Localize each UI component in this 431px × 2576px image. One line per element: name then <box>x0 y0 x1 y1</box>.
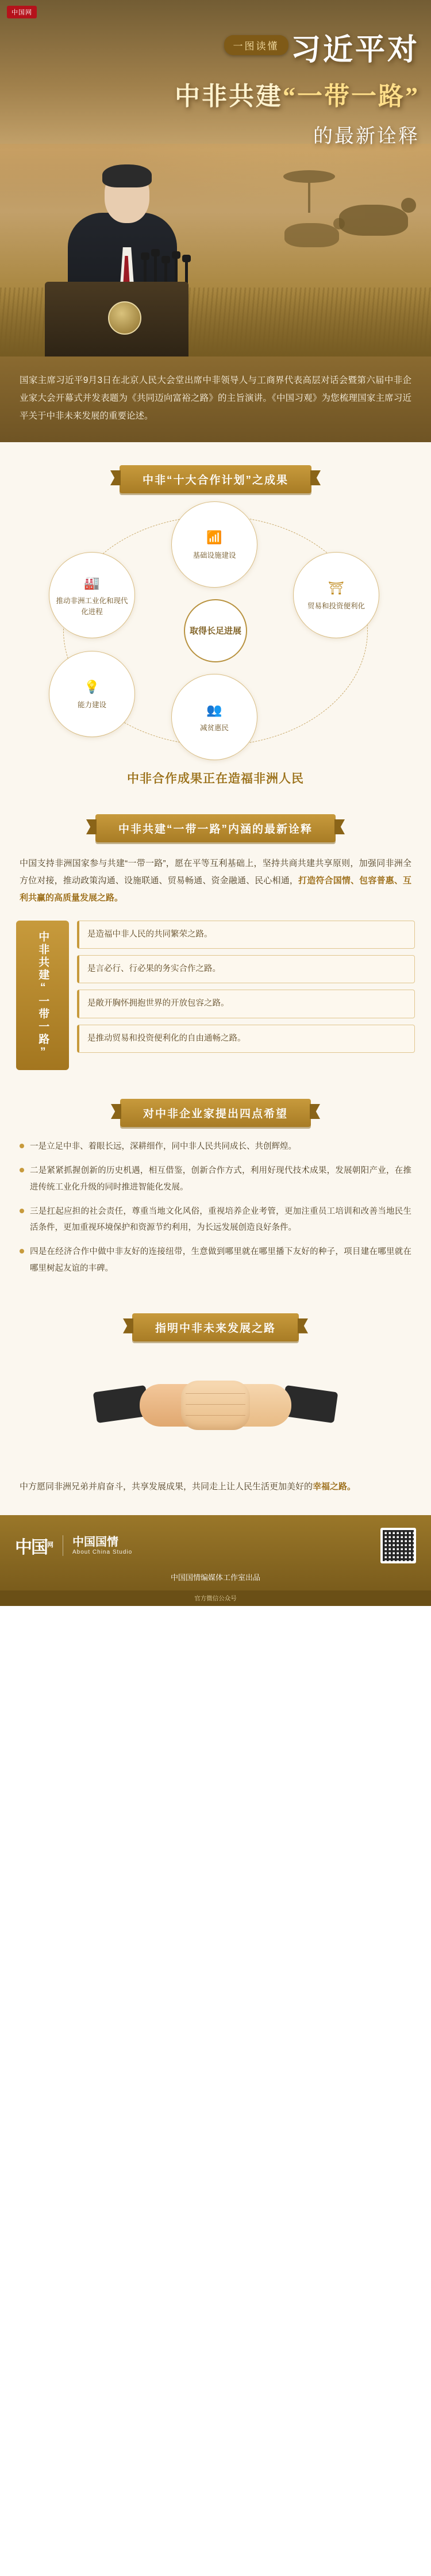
paragraph-plain: 中国支持非洲国家参与共建“一带一路”，愿在平等互利基础上，坚持共商共建共享原则，加强同非洲全方位对接，推动政策沟通、设施联通、贸易畅通、资金融通、民心相通， <box>20 858 411 885</box>
petal-label: 推动非洲工业化和现代化进程 <box>56 596 128 616</box>
petal-label: 能力建设 <box>77 701 106 710</box>
list-item-text: 三是扛起应担的社会责任，尊重当地文化风俗，重视培养企业考管，更加注重员工培训和改善当地民生活条件，更加重视环境保护和资源节约利用，为长远发展创造良好条件。 <box>30 1206 411 1233</box>
section1-caption: 中非合作成果正在造福非洲人民 <box>127 772 304 785</box>
section3-ribbon: 对中非企业家提出四点希望 <box>120 1099 311 1127</box>
handshake-icon <box>95 1356 336 1471</box>
section2-ribbon: 中非共建“一带一路”内涵的最新诠释 <box>95 814 336 842</box>
petal-label: 贸易和投资便利化 <box>307 602 365 611</box>
footer-brand-cn: 中国国情 <box>72 1536 118 1549</box>
list-item <box>20 1163 411 1195</box>
footer-brand <box>72 1535 132 1555</box>
paragraph-bold: 打造符合国情、包容普惠、互利共赢的高质量发展之路。 <box>20 876 411 903</box>
road-item: 是言必行、行必果的务实合作之路。 <box>77 955 415 983</box>
zebra-icon <box>339 205 408 236</box>
petal-poverty-reduction <box>171 674 257 760</box>
list-item <box>20 1244 411 1276</box>
hero-line2-quote: “一带一路” <box>283 82 420 110</box>
bullet-icon <box>20 1209 24 1213</box>
ribbon-wrap-3 <box>0 1079 431 1130</box>
hero-title-line3: 的最新诠释 <box>313 126 420 147</box>
petal-label: 减贫惠民 <box>199 724 229 733</box>
hero-title-block <box>149 25 420 148</box>
footer-bar: 官方微信公众号 <box>0 1590 431 1606</box>
section-future <box>0 1290 431 1515</box>
hero-line2-text: 中非共建 <box>175 82 283 110</box>
bullet-icon <box>20 1249 24 1254</box>
bulb-icon: 💡 <box>84 680 100 695</box>
section2-paragraph <box>0 846 431 910</box>
flower-diagram <box>32 507 399 754</box>
logo-text: 中国 <box>15 1538 47 1557</box>
people-icon: 👥 <box>206 703 222 718</box>
acacia-tree-icon <box>308 178 310 213</box>
road-item: 是造福中非人民的共同繁荣之路。 <box>77 921 415 949</box>
roads-vertical-label: 中非共建“一带一路” <box>16 921 69 1070</box>
china-net-logo <box>15 1533 53 1558</box>
list-item-text: 四是在经济合作中做中非友好的连接纽带，生意做到哪里就在哪里播下友好的种子，项目建在哪里就在哪里树起友谊的丰碑。 <box>30 1247 411 1273</box>
list-item <box>20 1203 411 1236</box>
ribbon-wrap-4 <box>0 1294 431 1345</box>
footer-note: 中国国情编媒体工作室出品 <box>170 1573 260 1582</box>
handshake-finger-lines <box>186 1385 245 1425</box>
footer <box>0 1515 431 1590</box>
list-item-text: 一是立足中非、着眼长远，深耕细作，同中非人民共同成长、共创辉煌。 <box>30 1142 297 1151</box>
roads-list <box>77 921 415 1070</box>
emblem-icon <box>108 301 141 335</box>
logo-sup: 网 <box>47 1541 53 1548</box>
ribbon-wrap-2 <box>0 795 431 846</box>
podium <box>45 282 188 356</box>
hero-banner <box>0 0 431 356</box>
zebra-icon <box>284 223 339 247</box>
ribbon-wrap-1 <box>0 446 431 497</box>
closing-plain: 中方愿同非洲兄弟并肩奋斗，共享发展成果，共同走上让人民生活更加美好的 <box>20 1481 313 1492</box>
list-item-text: 二是紧紧抓握创新的历史机遇，相互借鉴，创新合作方式，利用好现代技术成果，发展朝阳产业，在推进传统工业化升级的同时推进智能化发展。 <box>30 1166 411 1192</box>
road-item: 是敞开胸怀拥抱世界的开放包容之路。 <box>77 990 415 1018</box>
bullet-icon <box>20 1168 24 1172</box>
section1-ribbon: 中非“十大合作计划”之成果 <box>120 465 311 493</box>
figure-hair <box>102 164 152 187</box>
site-badge: 中国网 <box>7 6 37 18</box>
four-roads-block <box>0 910 431 1076</box>
signal-icon: 📶 <box>206 530 222 545</box>
footer-brand-en: About China Studio <box>72 1549 133 1556</box>
hero-title-line1: 习近平对 <box>290 34 420 67</box>
hopes-list <box>0 1130 431 1290</box>
section4-ribbon: 指明中非未来发展之路 <box>132 1313 299 1341</box>
petal-infrastructure <box>171 501 257 588</box>
section-interpretation <box>0 791 431 1076</box>
hero-title-line2 <box>149 75 420 112</box>
petal-capacity-building <box>49 651 135 737</box>
closing-paragraph <box>0 1471 431 1515</box>
factory-icon: 🏭 <box>84 575 100 590</box>
petal-label: 基础设施建设 <box>193 551 236 560</box>
qr-code-icon[interactable] <box>380 1528 416 1563</box>
section-hopes <box>0 1076 431 1290</box>
trade-icon: ⛩ <box>328 581 344 596</box>
section-achievements <box>0 442 431 791</box>
bullet-icon <box>20 1144 24 1148</box>
hero-pill-label: 一图读懂 <box>224 35 288 55</box>
qr-code-pattern <box>383 1530 414 1561</box>
diagram-center-node: 取得长足进展 <box>184 599 247 662</box>
lead-paragraph: 国家主席习近平9月3日在北京人民大会堂出席中非领导人与工商界代表高层对话会暨第六届中非企业家大会开幕式并发表题为《共同迈向富裕之路》的主旨演讲。《中国习观》为您梳理国家主席习近平关于中非未来发展的重要论述。 <box>0 356 431 442</box>
petal-industrialization <box>49 552 135 638</box>
footer-row <box>15 1528 416 1563</box>
road-item: 是推动贸易和投资便利化的自由通畅之路。 <box>77 1025 415 1053</box>
closing-bold: 幸福之路。 <box>313 1481 356 1492</box>
list-item <box>20 1138 411 1155</box>
petal-trade-investment <box>293 552 379 638</box>
